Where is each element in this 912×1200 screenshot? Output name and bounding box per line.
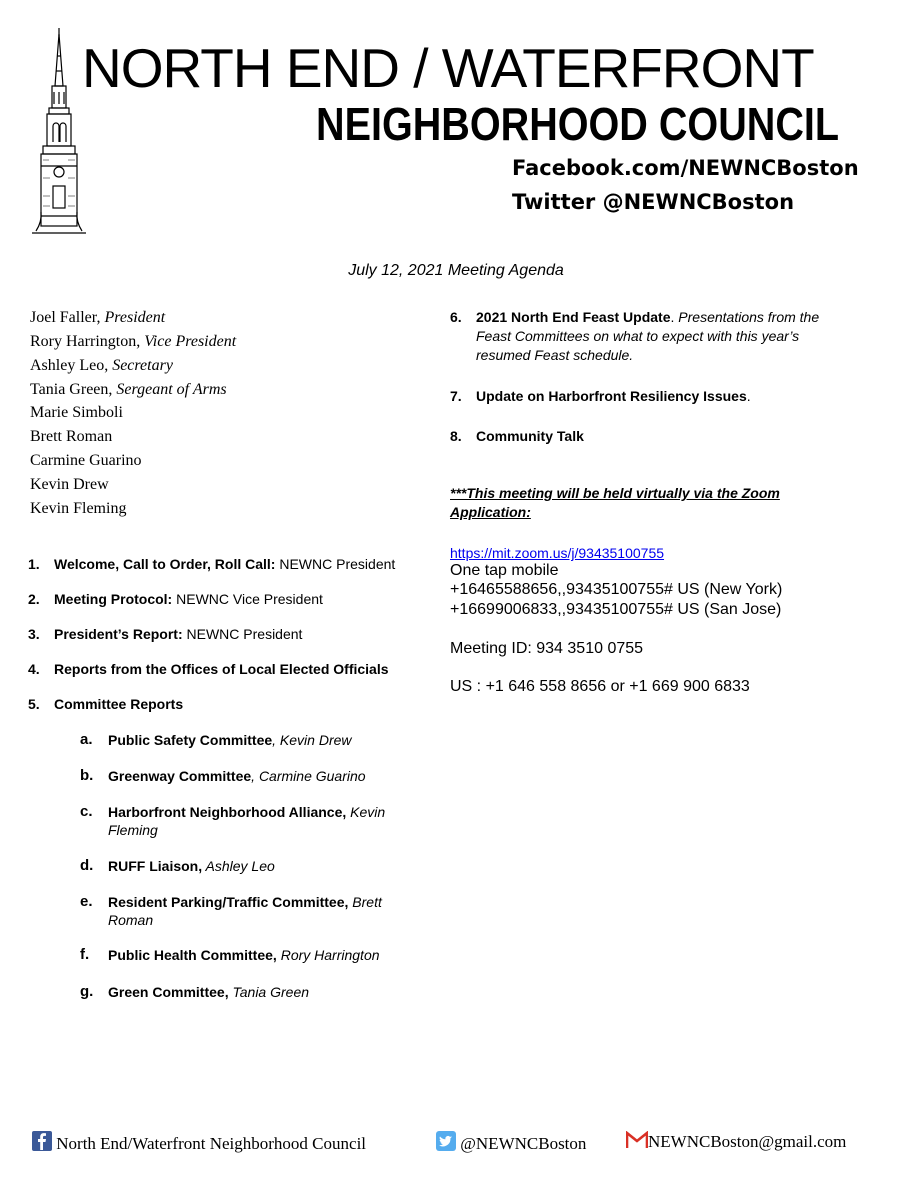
committee-letter: b.: [80, 767, 94, 784]
committee-item: [108, 893, 418, 929]
committee-chair: Kevin Fleming: [108, 804, 386, 838]
agenda-item-number: 5.: [28, 696, 40, 712]
agenda-item-title: Meeting Protocol:: [54, 591, 173, 607]
agenda-item-title: Reports from the Offices of Local Elected Officials: [54, 661, 389, 677]
header-facebook: Facebook.com/NEWNCBoston: [512, 156, 859, 180]
agenda-item-number: 1.: [28, 556, 40, 572]
committee-chair: Ashley Leo: [202, 858, 275, 874]
agenda-item-detail: NEWNC President: [275, 556, 396, 572]
phone-new-york: +16465588656,,93435100755# US (New York): [450, 581, 783, 598]
footer-email-label: NEWNCBoston@gmail.com: [648, 1132, 847, 1151]
committee-chair: , Kevin Drew: [272, 732, 352, 748]
member-role: Secretary: [112, 357, 173, 374]
agenda-item-number: 8.: [450, 428, 462, 444]
member-name: Kevin Drew: [30, 476, 109, 493]
committee-letter: g.: [80, 983, 94, 1000]
facebook-icon: [32, 1131, 52, 1151]
member-line: [30, 452, 142, 470]
agenda-item: [476, 427, 856, 445]
agenda-item-number: 7.: [450, 388, 462, 404]
committee-item: [108, 767, 418, 785]
agenda-item-detail: NEWNC President: [182, 626, 303, 642]
gmail-icon: [626, 1131, 648, 1149]
footer-twitter-label: @NEWNCBoston: [460, 1134, 587, 1153]
committee-item: [108, 731, 418, 749]
agenda-item-title: Welcome, Call to Order, Roll Call:: [54, 556, 276, 572]
member-line: [30, 357, 173, 375]
virtual-meeting-note: ***This meeting will be held virtually via the Zoom Application:: [450, 485, 780, 520]
member-line: [30, 500, 126, 518]
member-name: Carmine Guarino: [30, 452, 142, 469]
agenda-item: [54, 625, 424, 643]
agenda-item-number: 2.: [28, 591, 40, 607]
meeting-id: Meeting ID: 934 3510 0755: [450, 640, 644, 657]
footer-facebook[interactable]: [32, 1131, 366, 1154]
committee-letter: e.: [80, 893, 93, 910]
agenda-item: [54, 695, 424, 713]
member-name: Marie Simboli: [30, 404, 123, 421]
footer-twitter[interactable]: [436, 1131, 586, 1154]
agenda-item-number: 4.: [28, 661, 40, 677]
agenda-item: [476, 387, 856, 405]
member-name: Brett Roman: [30, 428, 113, 445]
committee-item: [108, 803, 418, 839]
twitter-icon: [436, 1131, 456, 1151]
member-name: Kevin Fleming: [30, 500, 127, 517]
member-role: President: [104, 309, 166, 326]
header-twitter: Twitter @NEWNCBoston: [512, 190, 795, 214]
committee-letter: d.: [80, 857, 94, 874]
agenda-item-title: Committee Reports: [54, 696, 184, 712]
council-title-line1: NORTH END / WATERFRONT: [82, 37, 814, 99]
committee-item: [108, 983, 418, 1001]
church-steeple-logo: [28, 26, 90, 236]
agenda-item-number: 6.: [450, 309, 462, 325]
member-line: [30, 476, 109, 494]
committee-item: [108, 946, 418, 964]
committee-name: Public Health Committee,: [108, 947, 277, 963]
committee-chair: , Carmine Guarino: [251, 768, 366, 784]
footer-facebook-label: North End/Waterfront Neighborhood Council: [56, 1134, 367, 1153]
member-line: [30, 404, 123, 422]
agenda-item: [54, 660, 434, 678]
member-role: Sergeant of Arms: [116, 381, 227, 398]
one-tap-mobile-label: One tap mobile: [450, 562, 559, 579]
member-name: Rory Harrington,: [30, 333, 145, 350]
agenda-item: [54, 590, 424, 608]
member-line: [30, 309, 165, 327]
footer-email[interactable]: [626, 1131, 846, 1152]
agenda-item-title: Community Talk: [476, 428, 584, 444]
member-line: [30, 333, 236, 351]
zoom-meeting-link[interactable]: https://mit.zoom.us/j/93435100755: [450, 545, 665, 561]
agenda-item-punct: .: [746, 388, 751, 404]
committee-name: Resident Parking/Traffic Committee,: [108, 894, 349, 910]
phone-san-jose: +16699006833,,93435100755# US (San Jose): [450, 601, 782, 618]
agenda-item-title: Update on Harborfront Resiliency Issues: [476, 388, 747, 404]
committee-name: Public Safety Committee: [108, 732, 273, 748]
committee-letter: a.: [80, 731, 93, 748]
agenda-item-title: 2021 North End Feast Update: [476, 309, 671, 325]
member-role: Vice President: [144, 333, 237, 350]
member-name: Ashley Leo,: [30, 357, 113, 374]
agenda-item-detail: NEWNC Vice President: [172, 591, 323, 607]
agenda-item-number: 3.: [28, 626, 40, 642]
member-line: [30, 428, 112, 446]
committee-name: Green Committee,: [108, 984, 229, 1000]
committee-name: Harborfront Neighborhood Alliance,: [108, 804, 347, 820]
committee-name: Greenway Committee: [108, 768, 252, 784]
committee-letter: f.: [80, 946, 90, 963]
council-title-line2: NEIGHBORHOOD COUNCIL: [316, 98, 840, 150]
committee-chair: Tania Green: [228, 984, 310, 1000]
member-name: Joel Faller,: [30, 309, 105, 326]
committee-item: [108, 857, 418, 875]
member-line: [30, 381, 227, 399]
committee-letter: c.: [80, 803, 93, 820]
agenda-item: [54, 555, 424, 573]
member-name: Tania Green,: [30, 381, 117, 398]
agenda-item-detail: Presentations from the Feast Committees on what to expect with this year’s resumed Feast schedule.: [476, 309, 820, 363]
agenda-item-title: President’s Report:: [54, 626, 183, 642]
us-dial-numbers: US : +1 646 558 8656 or +1 669 900 6833: [450, 678, 750, 695]
agenda-title: July 12, 2021 Meeting Agenda: [348, 262, 564, 279]
agenda-item: [476, 308, 856, 365]
committee-name: RUFF Liaison,: [108, 858, 203, 874]
committee-chair: Rory Harrington: [276, 947, 380, 963]
committee-chair: Brett Roman: [108, 894, 382, 928]
agenda-item-punct: .: [670, 309, 679, 325]
